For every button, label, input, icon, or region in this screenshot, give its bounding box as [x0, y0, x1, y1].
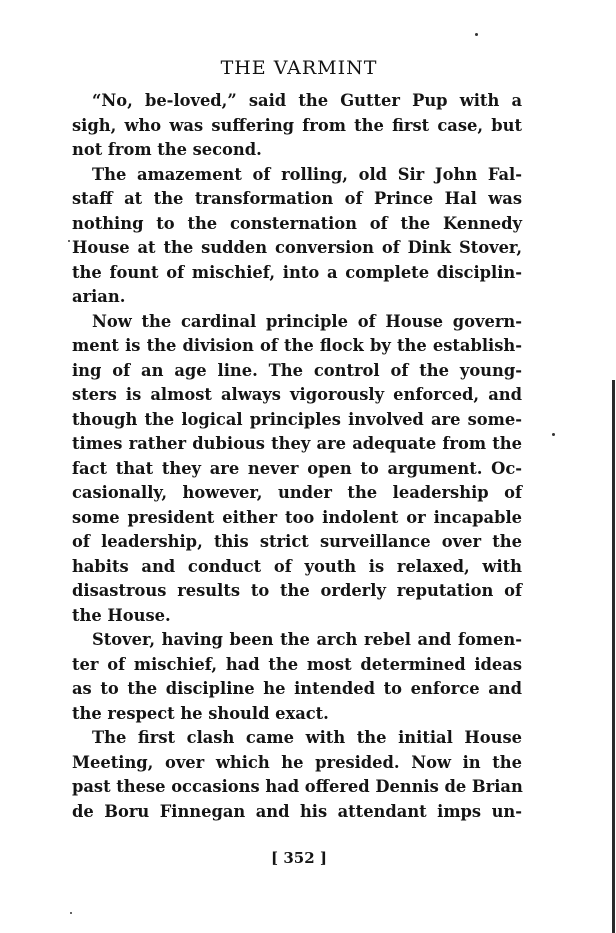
print-speck: [552, 433, 555, 436]
text-line: Now the cardinal principle of House govern-: [92, 311, 522, 331]
text-line: ment is the division of the flock by the establish-: [72, 336, 522, 355]
text-line: sigh, who was suffering from the first case, but: [72, 115, 522, 135]
text-line: nothing to the consternation of the Kennedy: [72, 213, 522, 233]
text-line: habits and conduct of youth is relaxed, with: [72, 556, 522, 576]
text-line: sters is almost always vigorously enforced, and: [72, 385, 522, 404]
text-line: past these occasions had offered Dennis de Brian: [72, 777, 523, 796]
text-line: Meeting, over which he presided. Now in the: [72, 752, 522, 772]
text-line: “No, be-loved,” said the Gutter Pup with a: [92, 91, 522, 110]
print-speck: [475, 33, 478, 36]
paragraph: [72, 628, 522, 726]
text-line: ing of an age line. The control of the young-: [72, 360, 522, 380]
body-text: [72, 89, 522, 824]
text-line: arian.: [72, 287, 126, 306]
text-line: staff at the transformation of Prince Hal was: [72, 189, 522, 208]
text-line: not from the second.: [72, 140, 262, 159]
text-line: disastrous results to the orderly reputation of: [72, 581, 522, 600]
text-line: de Boru Finnegan and his attendant imps un-: [72, 801, 522, 821]
text-line: as to the discipline he intended to enforce and: [72, 679, 522, 698]
text-line: The amazement of rolling, old Sir John Fal-: [92, 164, 522, 184]
text-line: fact that they are never open to argument. Oc-: [72, 458, 522, 478]
running-header: THE VARMINT: [220, 57, 378, 79]
text-line: House at the sudden conversion of Dink Stover,: [72, 238, 522, 257]
text-line: ter of mischief, had the most determined ideas: [72, 654, 522, 674]
page-number: [ 352 ]: [271, 849, 327, 867]
text-line: times rather dubious they are adequate from the: [72, 434, 522, 453]
text-line: casionally, however, under the leadership of: [72, 483, 522, 502]
text-line: the House.: [72, 605, 171, 625]
print-speck: [68, 240, 70, 242]
text-line: The first clash came with the initial House: [92, 728, 522, 747]
text-line: the respect he should exact.: [72, 703, 329, 723]
paragraph: [72, 163, 522, 310]
text-line: the fount of mischief, into a complete disciplin-: [72, 262, 522, 282]
paragraph: [72, 89, 522, 163]
text-line: Stover, having been the arch rebel and fomen-: [92, 630, 522, 649]
text-line: of leadership, this strict surveillance over the: [72, 532, 522, 551]
page-edge-shadow: [612, 380, 615, 933]
paragraph: [72, 726, 522, 824]
print-speck: [70, 912, 72, 914]
paragraph: [72, 310, 522, 629]
text-line: though the logical principles involved are some-: [72, 409, 522, 429]
text-line: some president either too indolent or incapable: [72, 507, 522, 527]
